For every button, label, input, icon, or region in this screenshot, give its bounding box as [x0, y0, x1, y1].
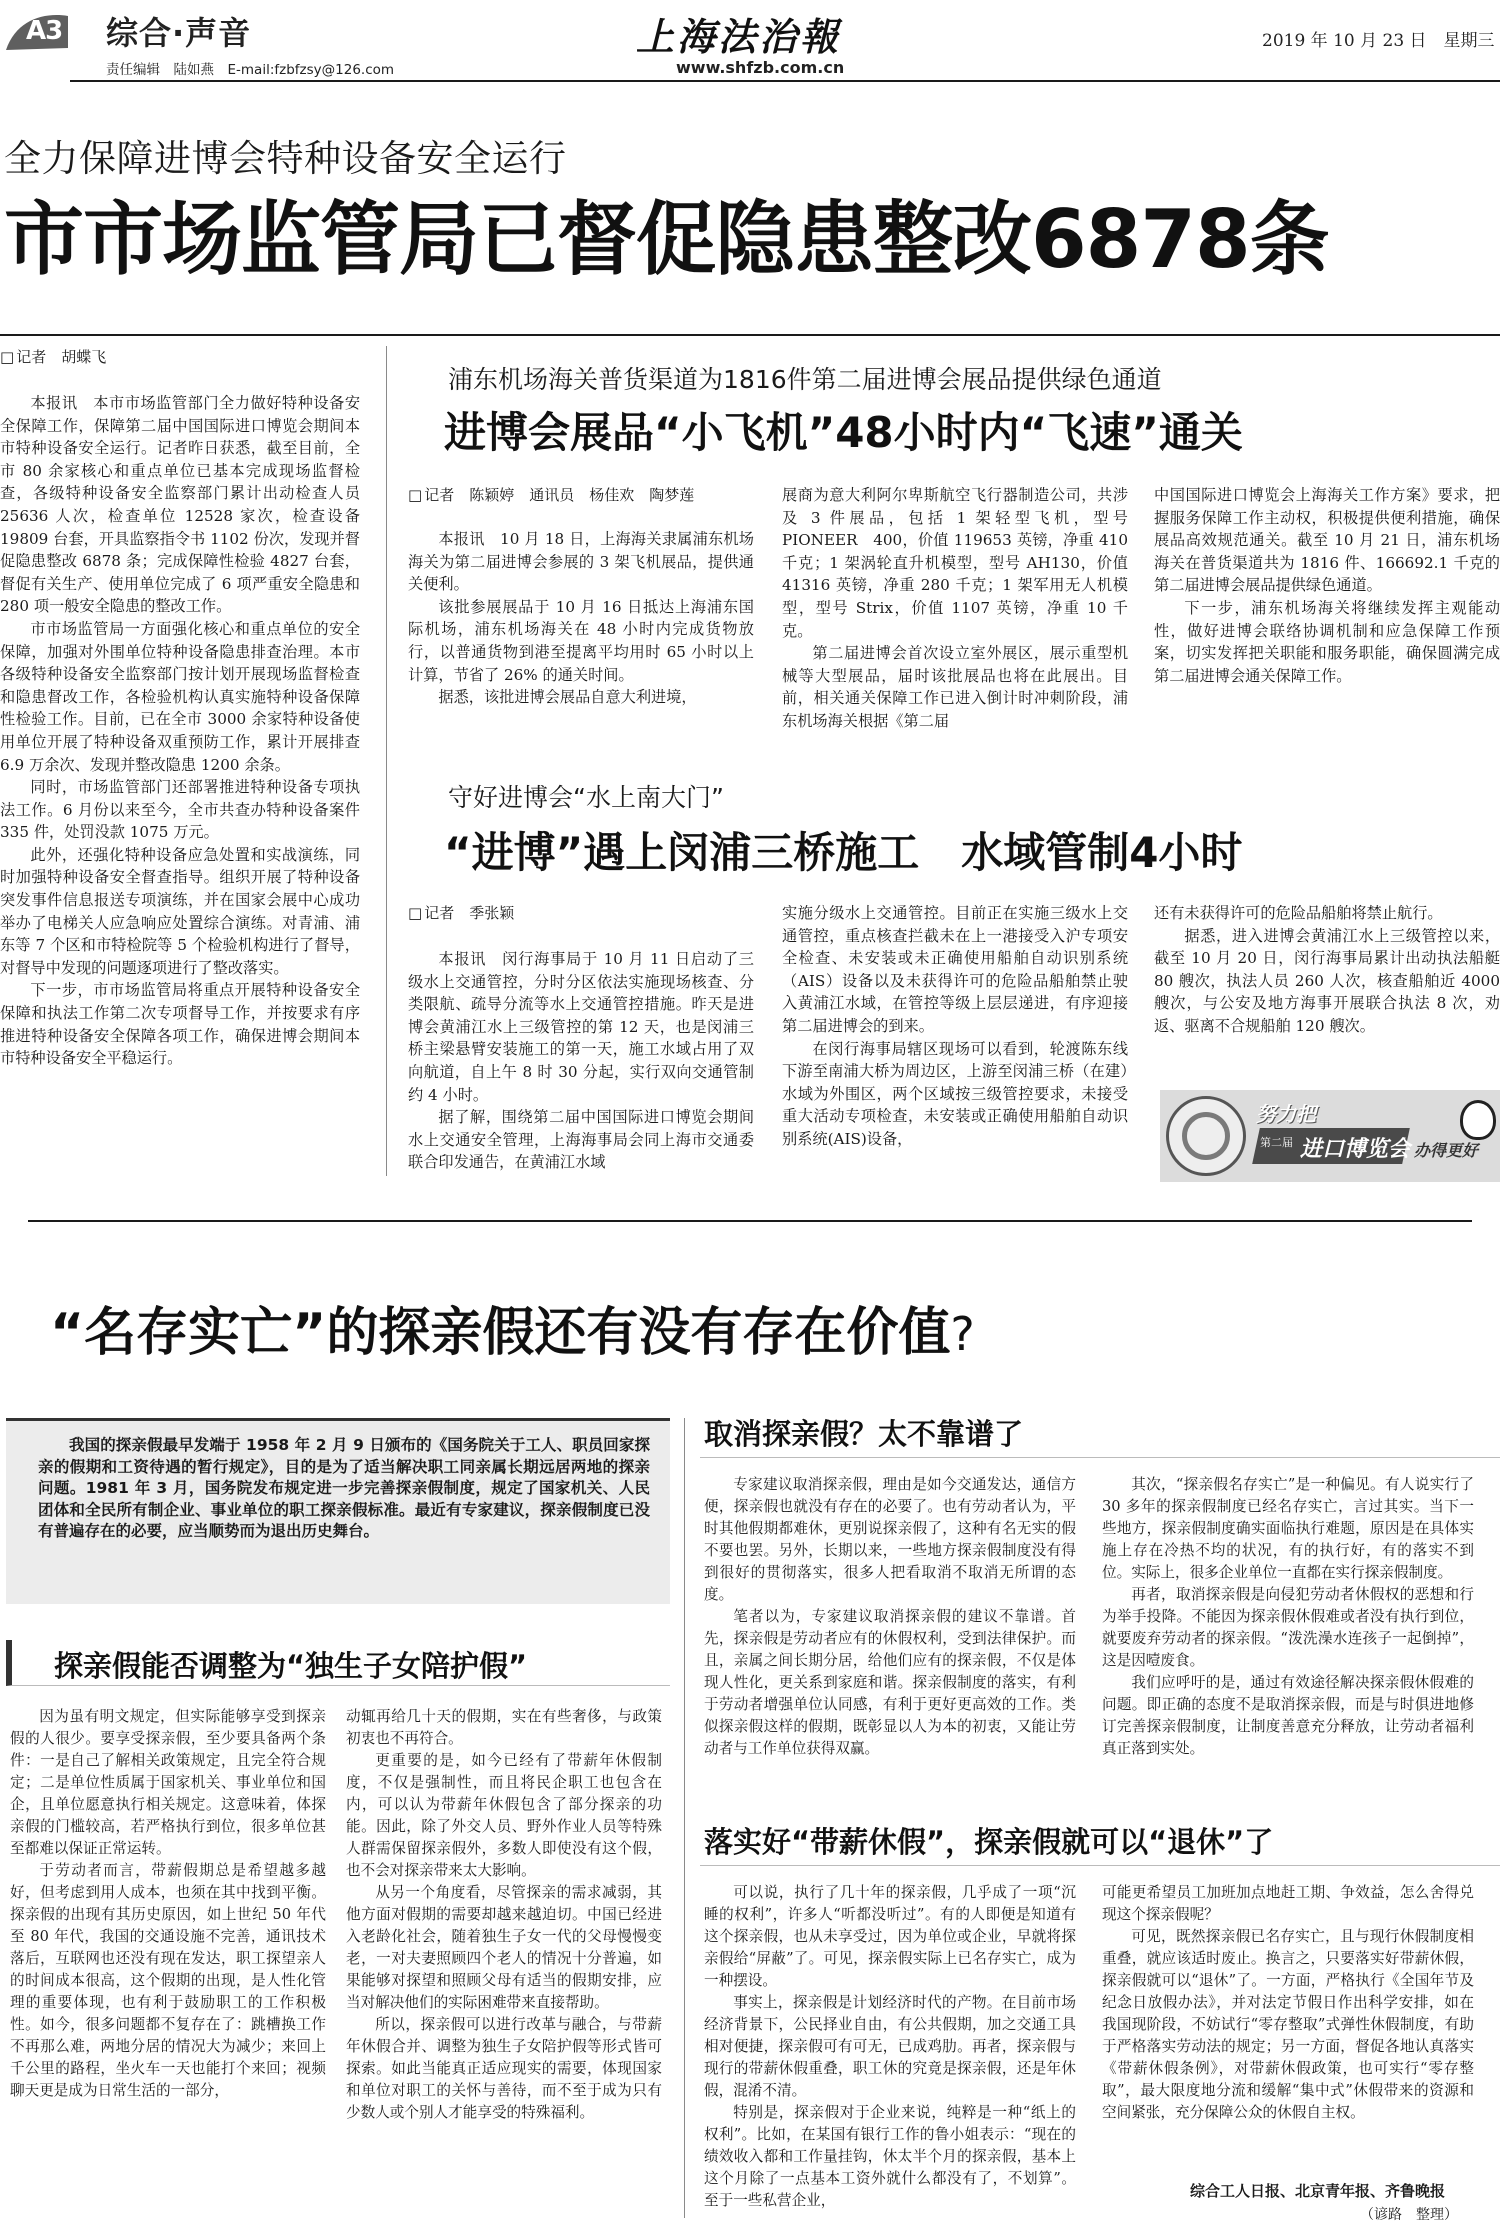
- sub3-title: 落实好“带薪休假”，探亲假就可以“退休”了: [704, 1825, 1274, 1859]
- byline-text: □ 记者 陈颖婷 通讯员 杨佳欢 陶梦莲: [408, 486, 694, 504]
- paragraph: 于劳动者而言，带薪假期总是希望越多越好，但考虑到用人成本，也须在其中找到平衡。探亲假的出现有其历史原因，如上世纪 50 年代至 80 年代，我国的交通设施不完善，通讯技术落后，互联网也还没有现在发达，职工探望亲人的时间成本很高，这个假期的出现，是人性化管理的重要体现，也有利于鼓励职工的工作积极性。如今，很多问题都不复存在了：跳槽换工作不再那么难，两地分居的情况大为减少；来回上千公里的路程，坐火车一天也能打个来回；视频聊天更是成为日常生活的一部分，: [10, 1862, 326, 2099]
- article2-col1: [408, 528, 754, 709]
- paragraph: 可能更希望员工加班加点地赶工期、争效益，怎么舍得兑现这个探亲假呢？: [1102, 1884, 1474, 1923]
- intro-text: 我国的探亲假最早发端于 1958 年 2 月 9 日颁布的《国务院关于工人、职员回家探亲的假期和工资待遇的暂行规定》，目的是为了适当解决职工同亲属长期远居两地的探亲问题。1981 年 3 月，国务院发布规定进一步完善探亲假制度，规定了国家机关、人民团体和全民所有制企业、事业单位的职工探亲假标准。最近有专家建议，探亲假制度已没有普遍存在的必要，应当顺势而为退出历史舞台。: [38, 1436, 650, 1540]
- banner-edition: 第二届: [1260, 1136, 1293, 1149]
- editor-line: 责任编辑 陆如燕 E-mail:fzbfzsy@126.com: [106, 62, 395, 78]
- paragraph: 从另一个角度看，尽管探亲的需求减弱，其他方面对假期的需要却越来越迫切。中国已经进入老龄化社会，随着独生子女一代的父母慢慢变老，一对夫妻照顾四个老人的情况十分普遍，如果能够对探望和照顾父母有适当的假期安排，应当对解决他们的实际困难带来直接帮助。: [346, 1884, 662, 2011]
- sub3-col1: [704, 1882, 1076, 2212]
- paragraph: 本报讯 本市市场监管部门全力做好特种设备安全保障工作，保障第二届中国国际进口博览会期间本市特种设备安全运行。记者昨日获悉，截至目前，全市 80 余家核心和重点单位已基本完成现场监督检查，各级特种设备安全监察部门累计出动检查人员 25636 人次，检查单位 12528 家次，检查设备 19809 台套，开具监察指令书 1102 份次，发现并督促隐患整改 6878 条；完成保障性检验 4827 台套，督促有关生产、使用单位完成了 6 项严重安全隐患和 280 项一般安全隐患的整改工作。: [0, 394, 360, 616]
- expo-banner: [1160, 1090, 1500, 1182]
- sub3-title-bar: [700, 1816, 1500, 1866]
- paragraph: 更重要的是，如今已经有了带薪年休假制度，不仅是强制性，而且将民企职工也包含在内，可以认为带薪年休假包含了部分探亲的功能。因此，除了外交人员、野外作业人员等特殊人群需保留探亲假外，多数人即使没有这个假，也不会对探亲带来太大影响。: [346, 1752, 662, 1879]
- article3-col1: [408, 948, 754, 1174]
- sub3-col2: [1102, 1882, 1474, 2124]
- article2-col2: [782, 484, 1128, 733]
- feature-credit: 综合工人日报、北京青年报、齐鲁晚报: [1190, 2182, 1446, 2200]
- paragraph: 据悉，进入进博会黄浦江水上三级管控以来，截至 10 月 20 日，闵行海事局累计出动执法船艇 80 艘次，执法人员 260 人次，核查船舶近 4000 艘次，与公安及地方海事开展联合执法 8 次，劝返、驱离不合规船舶 120 艘次。: [1154, 926, 1500, 1035]
- paragraph: 笔者以为，专家建议取消探亲假的建议不靠谱。首先，探亲假是劳动者应有的休假权利，受到法律保护。而且，亲属之间长期分居，给他们应有的探亲假，不仅是体现人性化，更关系到家庭和谐。探亲假制度的落实，有利于劳动者增强单位认同感，有利于更好更高效的工作。类似探亲假这样的假期，既彰显以人为本的初衷，又能让劳动者与工作单位获得双赢。: [704, 1608, 1076, 1757]
- feature-compiler: （谚路 整理）: [1360, 2207, 1458, 2223]
- paragraph: 专家建议取消探亲假，理由是如今交通发达，通信方便，探亲假也就没有存在的必要了。也有劳动者认为，平时其他假期都难休，更别说探亲假了，这种有名无实的假不要也罢。另外，长期以来，一些地方探亲假制度没有得到很好的贯彻落实，很多人把看取消不取消无所谓的态度。: [704, 1476, 1076, 1603]
- lead-byline: [0, 346, 106, 367]
- paragraph: 因为虽有明文规定，但实际能够享受到探亲假的人很少。要享受探亲假，至少要具备两个条件：一是自己了解相关政策规定，且完全符合规定；二是单位性质属于国家机关、事业单位和国企，且单位愿意执行相关规定。这意味着，体探亲假的门槛较高，若严格执行到位，很多单位甚至都难以保证正常运转。: [10, 1708, 326, 1857]
- paragraph: 动辄再给几十天的假期，实在有些奢侈，与政策初衷也不再符合。: [346, 1708, 662, 1747]
- panda-icon: [1460, 1100, 1496, 1140]
- page-number-badge: [4, 10, 70, 52]
- paragraph: 下一步，浦东机场海关将继续发挥主观能动性，做好进博会联络协调机制和应急保障工作预案，切实发挥把关职能和服务职能，确保圆满完成第二届进博会通关保障工作。: [1154, 598, 1500, 685]
- expo-logo-ring: [1182, 1112, 1230, 1160]
- lead-headline: 市市场监管局已督促隐患整改6878条: [4, 193, 1329, 286]
- lead-kicker: 全力保障进博会特种设备安全运行: [4, 137, 567, 180]
- paragraph: 此外，还强化特种设备应急处置和实战演练，同时加强特种设备安全督查指导。组织开展了特种设备突发事件信息报送专项演练，并在国家会展中心成功举办了电梯关人应急响应处置综合演练。对青浦、浦东等 7 个区和市特检院等 5 个检验机构进行了督导，对督导中发现的问题逐项进行了整改落实。: [0, 845, 360, 977]
- banner-ribbon-text: 进口博览会: [1300, 1137, 1411, 1162]
- page-header: [0, 0, 1500, 82]
- paragraph: 中国国际进口博览会上海海关工作方案》要求，把握服务保障工作主动权，积极提供便利措施，确保展品高效规范通关。截至 10 月 21 日，浦东机场海关在普货渠道共为 1816 件、166692.1 千克的第二届进博会展品提供绿色通道。: [1154, 486, 1500, 595]
- masthead: 上海法治報: [636, 14, 842, 59]
- paragraph: 第二届进博会首次设立室外展区，展示重型机械等大型展品，届时该批展品也将在此展出。目前，相关通关保障工作已进入倒计时冲刺阶段，浦东机场海关根据《第二届: [782, 644, 1128, 730]
- article2-col3: [1154, 484, 1500, 687]
- website: www.shfzb.com.cn: [676, 58, 845, 77]
- banner-slogan: 努力把: [1256, 1102, 1316, 1126]
- paragraph: 事实上，探亲假是计划经济时代的产物。在目前市场经济背景下，公民择业自由，有公共假期，加之交通工具相对便捷，探亲假可有可无，已成鸡肋。再者，探亲假与现行的带薪休假重叠，职工休的究竟是探亲假，还是年休假，混淆不清。: [704, 1994, 1076, 2099]
- paragraph: 我们应呼吁的是，通过有效途径解决探亲假休假难的问题。即正确的态度不是取消探亲假，而是与时俱进地修订完善探亲假制度，让制度善意充分释放，让劳动者福利真正落到实处。: [1102, 1674, 1474, 1757]
- sub2-col2: [1102, 1474, 1474, 1760]
- page-number: A3: [26, 16, 63, 46]
- feature-headline: [50, 1290, 975, 1365]
- sub1-title-bar: [6, 1640, 670, 1686]
- paragraph: 同时，市场监管部门还部署推进特种设备专项执法工作。6 月份以来至今，全市共查办特种设备案件 335 件，处罚没款 1075 万元。: [0, 778, 360, 842]
- sub2-title: 取消探亲假？太不靠谱了: [704, 1417, 1024, 1451]
- sub2-title-bar: [700, 1408, 1500, 1458]
- paragraph: 据了解，围绕第二届中国国际进口博览会期间水上交通安全管理，上海海事局会同上海市交通委联合印发通告，在黄浦江水域: [408, 1108, 754, 1172]
- byline-text: □ 记者 季张颖: [408, 904, 514, 922]
- article3-byline: [408, 902, 514, 923]
- paragraph: 下一步，市市场监管局将重点开展特种设备安全保障和执法工作第二次专项督导工作，并按要求有序推进特种设备安全保障各项工作，确保进博会期间本市特种设备安全平稳运行。: [0, 981, 360, 1068]
- article2-headline: 进博会展品“小飞机”48小时内“飞速”通关: [444, 408, 1243, 457]
- feature-headline-text: “名存实亡”的探亲假还有没有存在价值: [50, 1303, 951, 1363]
- sub1-col1: [10, 1706, 326, 2102]
- paragraph: 还有未获得许可的危险品船舶将禁止航行。: [1154, 904, 1443, 922]
- article3-col3: [1154, 902, 1500, 1038]
- paragraph: 其次，“探亲假名存实亡”是一种偏见。有人说实行了 30 多年的探亲假制度已经名存实亡，言过其实。当下一些地方，探亲假制度确实面临执行难题，原因是在具体实施上存在冷热不均的状况，有的执行好，有的落实不到位。实际上，很多企业单位一直都在实行探亲假制度。: [1102, 1476, 1474, 1581]
- paragraph: 该批参展展品于 10 月 16 日抵达上海浦东国际机场，浦东机场海关在 48 小时内完成货物放行，以普通货物到港至提离平均用时 65 小时以上计算，节省了 26% 的通关时间。: [408, 597, 754, 684]
- sub1-col2: [346, 1706, 662, 2124]
- header-rule: [70, 80, 1500, 82]
- paragraph: 展商为意大利阿尔卑斯航空飞行器制造公司，共涉及 3 件展品，包括 1 架轻型飞机，型号 PIONEER 400，价值 119653 英镑，净重 410 千克；1 架涡轮直升机模型，型号 AH130，价值 41316 英镑，净重 280 千克；1 架军用无人机模型，型号 Strix，价值 1107 英镑，净重 10 千克。: [782, 486, 1128, 640]
- column-divider: [386, 346, 387, 1176]
- paragraph: 特别是，探亲假对于企业来说，纯粹是一种“纸上的权利”。比如，在某国有银行工作的鲁小姐表示：“现在的绩效收入都和工作量挂钩，休太半个月的探亲假，基本上这个月除了一点基本工资外就什么都没有了，不划算”。至于一些私营企业，: [704, 2104, 1076, 2209]
- article2-byline: [408, 484, 694, 505]
- feature-question-mark: ?: [950, 1307, 975, 1361]
- paragraph: 再者，取消探亲假是向侵犯劳动者休假权的恶想和行为举手投降。不能因为探亲假休假难或者没有执行到位，就要废弃劳动者的探亲假。“泼洗澡水连孩子一起倒掉”，这是因噎废食。: [1102, 1586, 1474, 1669]
- lead-rule: [0, 334, 1500, 336]
- paragraph: 所以，探亲假可以进行改革与融合，与带薪年休假合并、调整为独生子女陪护假等形式皆可探索。如此当能真正适应现实的需要，体现国家和单位对职工的关怀与善待，而不至于成为只有少数人或个别人才能享受的特殊福利。: [346, 2016, 662, 2121]
- lead-body: [0, 392, 360, 1070]
- article3-headline: “进博”遇上闵浦三桥施工 水域管制4小时: [444, 828, 1243, 877]
- sub2-col1: [704, 1474, 1076, 1760]
- byline-text: □ 记者 胡蝶飞: [0, 348, 106, 366]
- paragraph: 市市场监管局一方面强化核心和重点单位的安全保障，加强对外围单位特种设备隐患排查治理。本市各级特种设备安全监察部门按计划开展现场监督检查和隐患督改工作，各检验机构认真实施特种设备保障性检验工作。目前，已在全市 3000 余家特种设备使用单位开展了特种设备双重预防工作，累计开展排查 6.9 万余次、发现并整改隐患 1200 余条。: [0, 619, 360, 774]
- paragraph: 本报讯 10 月 18 日，上海海关隶属浦东机场海关为第二届进博会参展的 3 架飞机展品，提供通关便利。: [408, 530, 754, 594]
- issue-date: 2019 年 10 月 23 日 星期三: [1262, 31, 1495, 51]
- article3-kicker: 守好进博会“水上南大门”: [448, 783, 724, 812]
- paragraph: 本报讯 闵行海事局于 10 月 11 日启动了三级水上交通管控，分时分区依法实施现场核查、分类限航、疏导分流等水上交通管控措施。昨天是进博会黄浦江水上三级管控的第 12 天，也是闵浦三桥主梁悬臂安装施工的第一天，施工水域占用了双向航道，自上午 8 时 30 分起，实行双向交通管制约 4 小时。: [408, 950, 754, 1104]
- paragraph: 在闵行海事局辖区现场可以看到，轮渡陈东线下游至南浦大桥为周边区，上游至闵浦三桥（在建）水域为外围区，两个区域按三级管控要求，未接受重大活动专项检查，未安装或正确使用船舶自动识别系统(AIS)设备，: [782, 1039, 1128, 1148]
- article2-kicker: 浦东机场海关普货渠道为1816件第二届进博会展品提供绿色通道: [448, 365, 1162, 394]
- paragraph: 据悉，该批进博会展品自意大利进境，: [438, 688, 697, 707]
- feature-column-divider: [684, 1418, 685, 2218]
- intro-box: [6, 1418, 670, 1604]
- banner-tail: 办得更好: [1414, 1141, 1479, 1160]
- sub1-title: 探亲假能否调整为“独生子女陪护假”: [54, 1649, 528, 1683]
- paragraph: 实施分级水上交通管控。目前正在实施三级水上交通管控，重点核查拦截未在上一港接受入沪专项安全检查、未安装或未正确使用船舶自动识别系统（AIS）设备以及未获得许可的危险品船舶禁止驶入黄浦江水域，在管控等级上层层递进，有序迎接第二届进博会的到来。: [782, 904, 1128, 1035]
- paragraph: 可见，既然探亲假已名存实亡，且与现行休假制度相重叠，就应该适时废止。换言之，只要落实好带薪休假，探亲假就可以“退休”了。一方面，严格执行《全国年节及纪念日放假办法》，并对法定节假日作出科学安排，如在我国现阶段，不妨试行“零存整取”式弹性休假制度，有助于严格落实劳动法的规定；另一方面，督促各地认真落实《带薪休假条例》，对带薪休假政策，也可实行“零存整取”，最大限度地分流和缓解“集中式”休假带来的资源和空间紧张，充分保障公众的休假自主权。: [1102, 1928, 1474, 2121]
- article3-col2: [782, 902, 1128, 1151]
- paragraph: 可以说，执行了几十年的探亲假，几乎成了一项“沉睡的权利”，许多人“听都没听过”。有的人即便是知道有这个探亲假，也从未享受过，因为单位或企业，早就将探亲假给“屏蔽”了。可见，探亲假实际上已名存实亡，成为一种摆设。: [704, 1884, 1076, 1989]
- section-divider: [28, 1220, 1472, 1222]
- section-title: 综合·声音: [106, 14, 252, 52]
